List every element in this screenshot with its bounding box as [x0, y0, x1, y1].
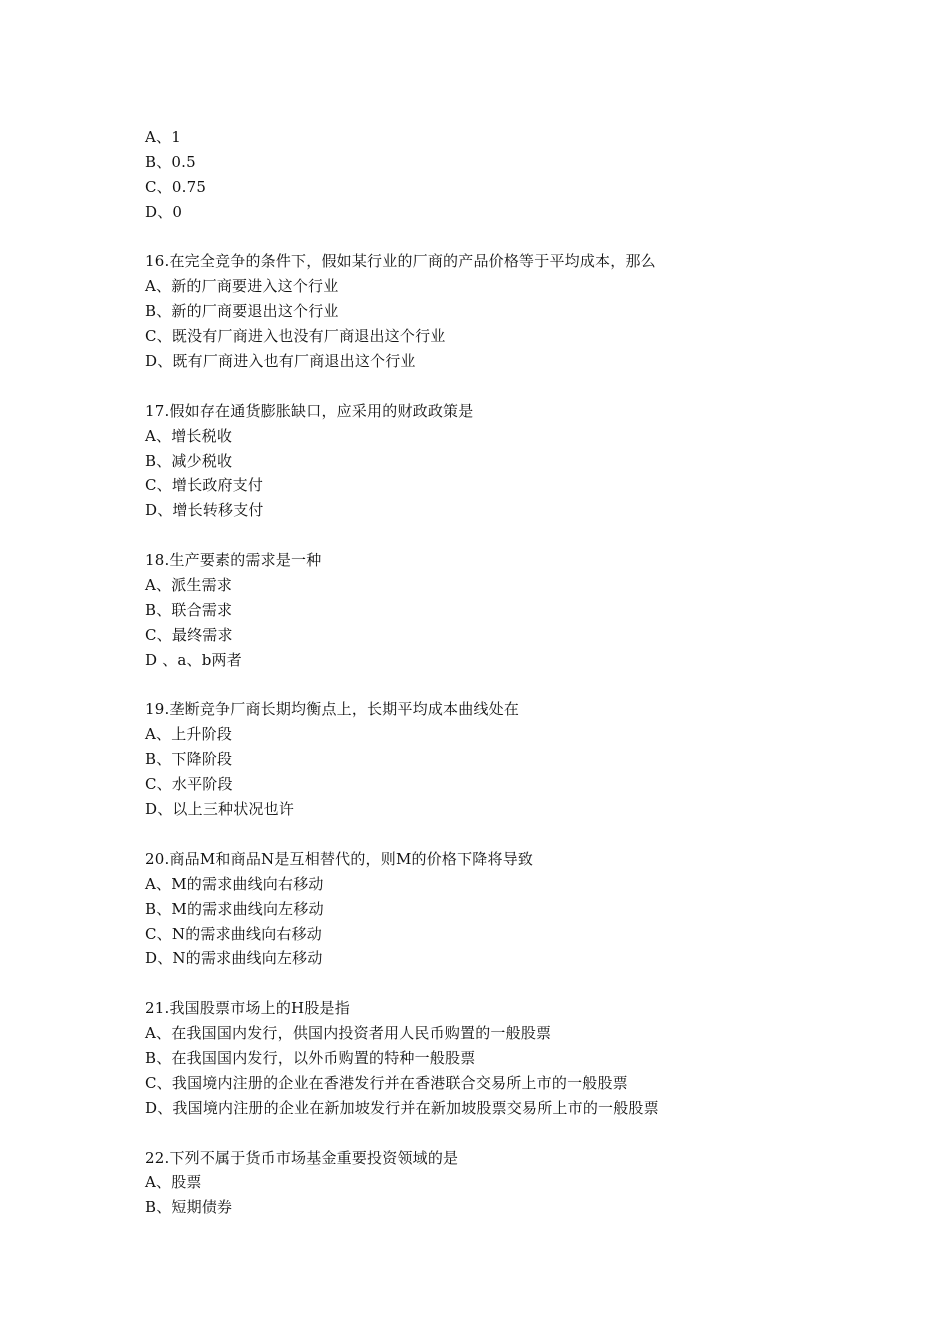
option-c: C、最终需求 — [145, 625, 233, 644]
option-b: B、新的厂商要退出这个行业 — [145, 302, 339, 321]
question-stem: 18.生产要素的需求是一种 — [145, 551, 322, 570]
question-stem: 20.商品M和商品N是互相替代的，则M的价格下降将导致 — [145, 849, 534, 868]
option-b: B、减少税收 — [145, 451, 233, 470]
question-stem: 21.我国股票市场上的H股是指 — [145, 999, 350, 1018]
option-d: D 、a、b两者 — [145, 650, 242, 669]
question-16 — [145, 249, 905, 373]
option-d: D、我国境内注册的企业在新加坡发行并在新加坡股票交易所上市的一般股票 — [145, 1098, 659, 1117]
option-a: A、上升阶段 — [145, 725, 233, 744]
question-stem: 22.下列不属于货币市场基金重要投资领域的是 — [145, 1148, 459, 1167]
question-stem: 19.垄断竞争厂商长期均衡点上，长期平均成本曲线处在 — [145, 700, 520, 719]
option-b: B、0.5 — [145, 152, 196, 171]
option-b: B、下降阶段 — [145, 750, 233, 769]
option-c: C、我国境内注册的企业在香港发行并在香港联合交易所上市的一般股票 — [145, 1073, 628, 1092]
option-a: A、增长税收 — [145, 426, 233, 445]
option-c: C、既没有厂商进入也没有厂商退出这个行业 — [145, 327, 446, 346]
option-d: D、以上三种状况也许 — [145, 800, 295, 819]
question-18 — [145, 548, 905, 672]
question-stem: 17.假如存在通货膨胀缺口，应采用的财政政策是 — [145, 401, 474, 420]
option-d: D、既有厂商进入也有厂商退出这个行业 — [145, 352, 416, 371]
option-b: B、联合需求 — [145, 600, 233, 619]
question-19 — [145, 697, 905, 821]
option-d: D、增长转移支付 — [145, 501, 264, 520]
option-a: A、派生需求 — [145, 576, 233, 595]
option-d: D、N的需求曲线向左移动 — [145, 949, 323, 968]
question-17 — [145, 399, 905, 523]
option-b: B、短期债券 — [145, 1198, 233, 1217]
question-stem: 16.在完全竞争的条件下，假如某行业的厂商的产品价格等于平均成本，那么 — [145, 252, 656, 271]
option-a: A、新的厂商要进入这个行业 — [145, 277, 339, 296]
option-c: C、增长政府支付 — [145, 476, 264, 495]
option-b: B、M的需求曲线向左移动 — [145, 899, 324, 918]
option-a: A、股票 — [145, 1173, 202, 1192]
option-a: A、M的需求曲线向右移动 — [145, 874, 324, 893]
question-15-options — [145, 125, 905, 225]
option-d: D、0 — [145, 202, 183, 221]
option-a: A、在我国国内发行，供国内投资者用人民币购置的一般股票 — [145, 1024, 552, 1043]
question-21 — [145, 996, 905, 1120]
question-22 — [145, 1146, 905, 1221]
option-a: A、1 — [145, 128, 181, 146]
question-20 — [145, 847, 905, 971]
option-c: C、0.75 — [145, 177, 207, 196]
document-page — [145, 125, 905, 1220]
option-b: B、在我国国内发行，以外币购置的特种一般股票 — [145, 1048, 476, 1067]
option-c: C、水平阶段 — [145, 775, 233, 794]
option-c: C、N的需求曲线向右移动 — [145, 924, 323, 943]
